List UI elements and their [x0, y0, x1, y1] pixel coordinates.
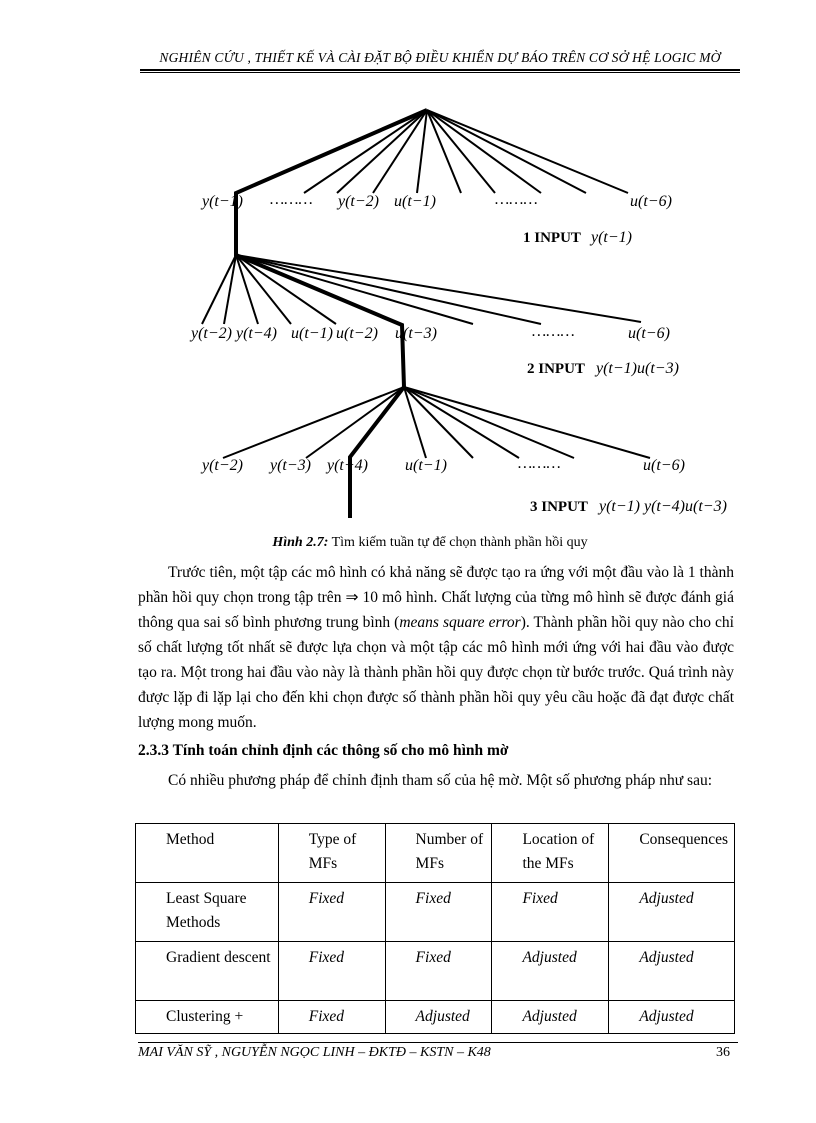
table-cell: Adjusted: [609, 883, 735, 942]
table-cell: Adjusted: [492, 942, 609, 1001]
table-header: Type of MFs: [278, 824, 385, 883]
row2-label: u(t−1): [291, 325, 333, 342]
row2-label: y(t−2): [191, 325, 232, 342]
row3-label: u(t−1): [405, 457, 447, 474]
table-cell: Adjusted: [609, 942, 735, 1001]
row1-label: ………: [270, 191, 313, 208]
page-number: 36: [716, 1045, 730, 1060]
table-cell: Gradient descent: [136, 942, 279, 1001]
table-cell: Fixed: [278, 1001, 385, 1034]
table-row: [136, 883, 735, 942]
section-heading: 2.3.3 Tính toán chỉnh định các thông số cho mô hình mờ: [138, 742, 509, 759]
input1-value: y(t−1): [591, 229, 632, 246]
row3-label: u(t−6): [643, 457, 685, 474]
paragraph-text: Trước tiên, một tập các mô hình có khả năng sẽ được tạo ra ứng với một đầu vào là 1 thành phần hồi quy chọn trong tập trên ⇒ 10 mô hình. Chất lượng của từng mô hình sẽ được đánh giá thông qua sai số bình phương trung bình (: [138, 564, 734, 631]
table-header: Consequences: [609, 824, 735, 883]
input2-label: 2 INPUT: [527, 361, 585, 377]
row3-label: y(t−3): [270, 457, 311, 474]
paragraph-text: ). Thành phần hồi quy nào cho chỉ số chất lượng tốt nhất sẽ được lựa chọn và một tập các mô hình mới ứng với hai đầu vào được tạo ra. Một trong hai đầu vào này là thành phần hồi quy được chọn từ bước trước. Quá trình này được lặp đi lặp lại cho đến khi chọn được số thành phần hồi quy yêu cầu hoặc đã đạt được chất lượng mong muốn.: [138, 614, 734, 731]
figure-caption: [120, 535, 740, 551]
paragraph: [138, 560, 734, 735]
table-cell: Fixed: [492, 883, 609, 942]
page-footer: [138, 1042, 738, 1061]
table-header-row: [136, 824, 735, 883]
row3-label: y(t−2): [202, 457, 243, 474]
running-header: NGHIÊN CỨU , THIẾT KẾ VÀ CÀI ĐẶT BỘ ĐIỀU KHIỂN DỰ BÁO TRÊN CƠ SỞ HỆ LOGIC MỜ: [159, 50, 721, 65]
table-cell: Fixed: [385, 883, 492, 942]
tuning-methods-table: [135, 823, 735, 1034]
tree-edges: [202, 110, 650, 458]
table-cell: Clustering +: [136, 1001, 279, 1034]
table-header: Method: [136, 824, 279, 883]
footer-authors: MAI VĂN SỸ , NGUYỄN NGỌC LINH – ĐKTĐ – KSTN – K48: [138, 1045, 491, 1060]
row3-label: y(t−4): [327, 457, 368, 474]
table-cell: Adjusted: [492, 1001, 609, 1034]
row1-label: ………: [495, 191, 538, 208]
input2-value: y(t−1)u(t−3): [596, 360, 679, 377]
row3-label: ………: [518, 455, 561, 472]
table-cell: Fixed: [278, 883, 385, 942]
row1-label: y(t−1): [202, 193, 243, 210]
table-cell: Fixed: [385, 942, 492, 1001]
row1-label: u(t−1): [394, 193, 436, 210]
input3-label: 3 INPUT: [530, 499, 588, 515]
table-row: [136, 942, 735, 1001]
table-header: Location of the MFs: [492, 824, 609, 883]
paragraph: Có nhiều phương pháp để chỉnh định tham số của hệ mờ. Một số phương pháp như sau:: [168, 772, 713, 789]
input1-label: 1 INPUT: [523, 230, 581, 246]
caption-text: Tìm kiếm tuần tự để chọn thành phần hồi quy: [328, 535, 588, 550]
table-cell: Fixed: [278, 942, 385, 1001]
table-cell: Least Square Methods: [136, 883, 279, 942]
table-cell: Adjusted: [609, 1001, 735, 1034]
row2-label: u(t−6): [628, 325, 670, 342]
regressor-search-tree: [0, 0, 816, 540]
row2-label: y(t−4): [236, 325, 277, 342]
table-cell: Adjusted: [385, 1001, 492, 1034]
table-row: [136, 1001, 735, 1034]
table-header: Number of MFs: [385, 824, 492, 883]
paragraph-emphasis: means square error: [399, 614, 521, 631]
row1-label: u(t−6): [630, 193, 672, 210]
row2-label: u(t−2): [336, 325, 378, 342]
caption-label: Hình 2.7:: [272, 535, 329, 550]
input3-value: y(t−1) y(t−4)u(t−3): [599, 498, 727, 515]
row2-label: ………: [532, 323, 575, 340]
row1-label: y(t−2): [338, 193, 379, 210]
row2-label: u(t−3): [395, 325, 437, 342]
